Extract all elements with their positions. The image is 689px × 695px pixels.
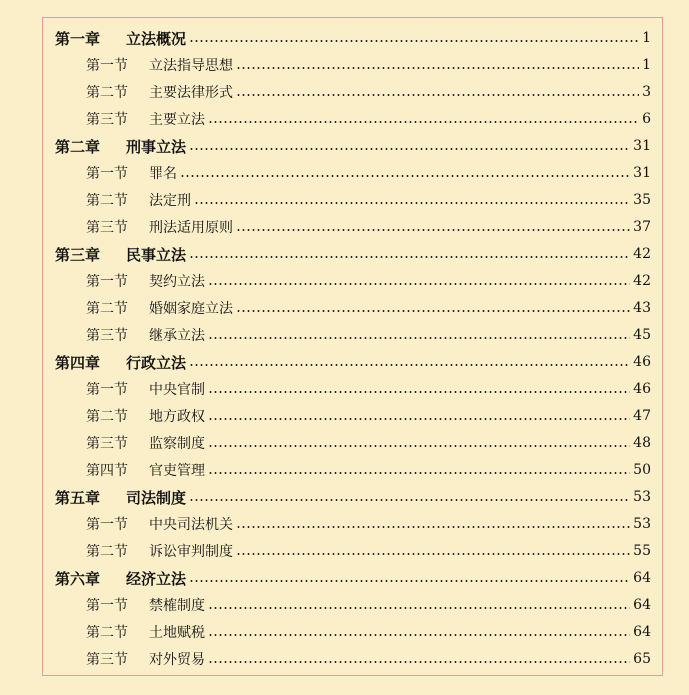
section-title: 契约立法	[149, 274, 205, 290]
section-number: 第一节	[86, 274, 128, 290]
chapter-title: 行政立法	[126, 353, 187, 372]
chapter-title: 立法概况	[126, 29, 187, 48]
section-number: 第一节	[86, 382, 128, 398]
section-entry[interactable]	[86, 376, 651, 402]
section-entry[interactable]	[86, 52, 651, 78]
dot-leader	[208, 283, 630, 285]
section-entry[interactable]	[86, 79, 651, 105]
section-title: 对外贸易	[149, 652, 205, 668]
section-entry[interactable]	[86, 646, 651, 672]
section-number: 第一节	[86, 166, 128, 182]
section-number: 第一节	[86, 517, 128, 533]
section-number: 第二节	[86, 409, 128, 425]
section-entry[interactable]	[86, 214, 651, 240]
page-number: 37	[633, 219, 651, 235]
page-number: 47	[633, 408, 651, 424]
section-entry[interactable]	[86, 322, 651, 348]
section-title: 婚姻家庭立法	[149, 301, 233, 317]
page-number: 6	[642, 111, 651, 127]
chapter-heading[interactable]	[55, 349, 651, 375]
section-title: 土地赋税	[149, 625, 205, 641]
dot-leader	[194, 202, 630, 204]
section-title: 中央官制	[149, 382, 205, 398]
dot-leader	[208, 121, 639, 123]
chapter-number: 第三章	[55, 245, 101, 264]
section-number: 第三节	[86, 112, 128, 128]
section-title: 法定刑	[149, 193, 191, 209]
section-entry[interactable]	[86, 619, 651, 645]
section-title: 中央司法机关	[149, 517, 233, 533]
section-title: 监察制度	[149, 436, 205, 452]
section-title: 罪名	[149, 166, 177, 182]
chapter-title: 民事立法	[126, 245, 187, 264]
page-number: 65	[633, 651, 651, 667]
chapter-number: 第六章	[55, 569, 101, 588]
section-title: 主要立法	[149, 112, 205, 128]
dot-leader	[236, 310, 630, 312]
chapter-title: 经济立法	[126, 569, 187, 588]
page-number: 35	[633, 192, 651, 208]
page-number: 42	[633, 273, 651, 289]
dot-leader	[208, 607, 630, 609]
page-number: 3	[642, 84, 651, 100]
section-entry[interactable]	[86, 430, 651, 456]
page-number: 1	[642, 30, 651, 46]
chapter-title: 刑事立法	[126, 137, 187, 156]
dot-leader	[189, 256, 630, 258]
chapter-heading[interactable]	[55, 484, 651, 510]
dot-leader	[189, 148, 630, 150]
dot-leader	[236, 526, 630, 528]
section-title: 禁榷制度	[149, 598, 205, 614]
section-entry[interactable]	[86, 187, 651, 213]
chapter-number: 第一章	[55, 29, 101, 48]
dot-leader	[189, 580, 630, 582]
dot-leader	[236, 67, 639, 69]
section-title: 官吏管理	[149, 463, 205, 479]
page-number: 45	[633, 327, 651, 343]
chapter-heading[interactable]	[55, 241, 651, 267]
dot-leader	[236, 229, 630, 231]
section-title: 诉讼审判制度	[149, 544, 233, 560]
chapter-heading[interactable]	[55, 25, 651, 51]
dot-leader	[189, 364, 630, 366]
section-entry[interactable]	[86, 403, 651, 429]
section-number: 第二节	[86, 625, 128, 641]
dot-leader	[236, 94, 639, 96]
dot-leader	[208, 337, 630, 339]
section-number: 第三节	[86, 328, 128, 344]
dot-leader	[208, 418, 630, 420]
dot-leader	[208, 661, 630, 663]
page-number: 46	[633, 354, 651, 370]
chapter-heading[interactable]	[55, 565, 651, 591]
page-number: 42	[633, 246, 651, 262]
dot-leader	[189, 40, 639, 42]
page-number: 46	[633, 381, 651, 397]
dot-leader	[208, 391, 630, 393]
page-number: 31	[633, 138, 651, 154]
chapter-number: 第四章	[55, 353, 101, 372]
chapter-title: 司法制度	[126, 488, 187, 507]
section-number: 第二节	[86, 85, 128, 101]
section-number: 第三节	[86, 436, 128, 452]
dot-leader	[189, 499, 630, 501]
section-title: 继承立法	[149, 328, 205, 344]
section-entry[interactable]	[86, 106, 651, 132]
section-title: 立法指导思想	[149, 58, 233, 74]
section-title: 刑法适用原则	[149, 220, 233, 236]
page-number: 55	[633, 543, 651, 559]
section-number: 第三节	[86, 220, 128, 236]
section-entry[interactable]	[86, 538, 651, 564]
page-number: 53	[633, 516, 651, 532]
page-number: 43	[633, 300, 651, 316]
page-number: 53	[633, 489, 651, 505]
dot-leader	[208, 445, 630, 447]
page-number: 1	[642, 57, 651, 73]
section-number: 第二节	[86, 301, 128, 317]
page-number: 64	[633, 570, 651, 586]
dot-leader	[208, 472, 630, 474]
section-number: 第三节	[86, 652, 128, 668]
section-entry[interactable]	[86, 457, 651, 483]
chapter-number: 第二章	[55, 137, 101, 156]
section-number: 第四节	[86, 463, 128, 479]
dot-leader	[180, 175, 630, 177]
section-entry[interactable]	[86, 268, 651, 294]
section-number: 第一节	[86, 598, 128, 614]
page-number: 48	[633, 435, 651, 451]
section-entry[interactable]	[86, 592, 651, 618]
page-number: 64	[633, 597, 651, 613]
section-title: 主要法律形式	[149, 85, 233, 101]
section-number: 第二节	[86, 544, 128, 560]
dot-leader	[208, 634, 630, 636]
section-entry[interactable]	[86, 160, 651, 186]
chapter-heading[interactable]	[55, 133, 651, 159]
dot-leader	[236, 553, 630, 555]
chapter-number: 第五章	[55, 488, 101, 507]
section-entry[interactable]	[86, 295, 651, 321]
section-number: 第一节	[86, 58, 128, 74]
page-number: 64	[633, 624, 651, 640]
section-number: 第二节	[86, 193, 128, 209]
page-number: 31	[633, 165, 651, 181]
page-number: 50	[633, 462, 651, 478]
section-title: 地方政权	[149, 409, 205, 425]
section-entry[interactable]	[86, 511, 651, 537]
